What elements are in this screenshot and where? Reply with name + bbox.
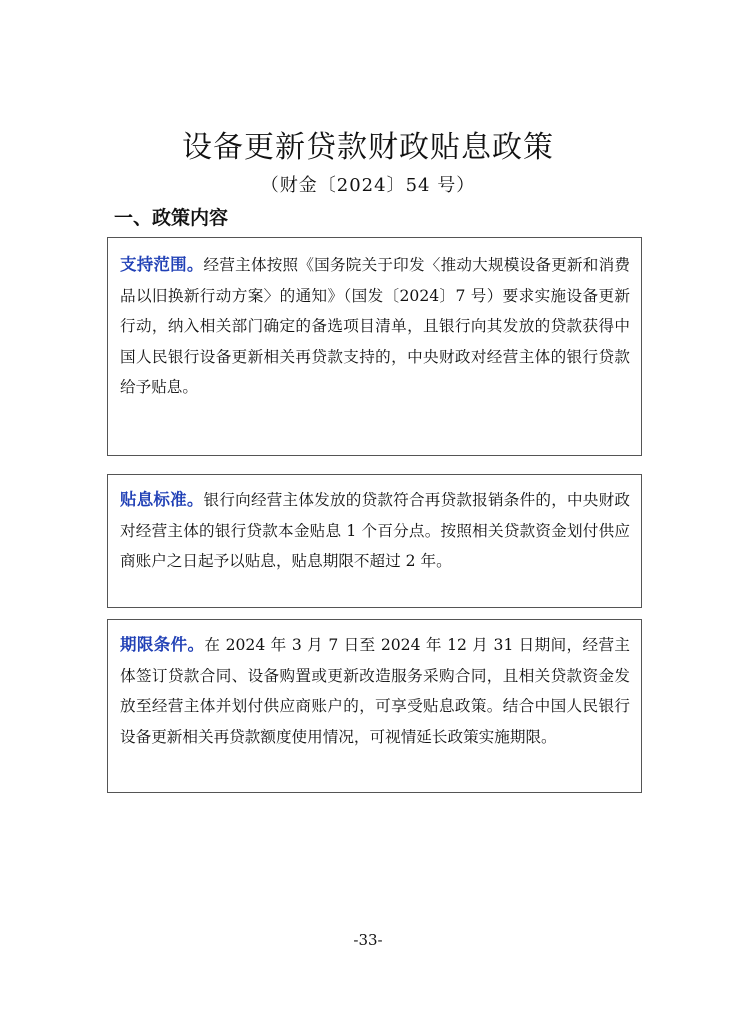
box-body-scope: 经营主体按照《国务院关于印发〈推动大规模设备更新和消费品以旧换新行动方案〉的通知》（国发〔2024〕7 号）要求实施设备更新行动，纳入相关部门确定的备选项目清单，且银行向其发放的贷款获得中国人民银行设备更新相关再贷款支持的，中央财政对经营主体的银行贷款给予贴息。 [120,256,630,396]
policy-box-scope [107,237,642,456]
page-number: -33- [353,931,383,949]
box-heading-standard: 贴息标准。 [120,490,204,509]
box-body-standard: 银行向经营主体发放的贷款符合再贷款报销条件的，中央财政对经营主体的银行贷款本金贴息 1 个百分点。按照相关贷款资金划付供应商账户之日起予以贴息，贴息期限不超过 2 年。 [120,491,630,570]
document-number: （财金〔2024〕54 号） [260,175,476,196]
box-body-period: 在 2024 年 3 月 7 日至 2024 年 12 月 31 日期间，经营主体签订贷款合同、设备购置或更新改造服务采购合同，且相关贷款资金发放至经营主体并划付供应商账户的，可享受贴息政策。结合中国人民银行设备更新相关再贷款额度使用情况，可视情延长政策实施期限。 [120,636,631,746]
box-heading-scope: 支持范围。 [120,255,204,274]
box-heading-period: 期限条件。 [120,635,205,654]
policy-box-standard [107,474,642,608]
policy-box-period [107,619,642,793]
document-title: 设备更新贷款财政贴息政策 [182,130,554,165]
section-heading: 一、政策内容 [114,207,229,229]
